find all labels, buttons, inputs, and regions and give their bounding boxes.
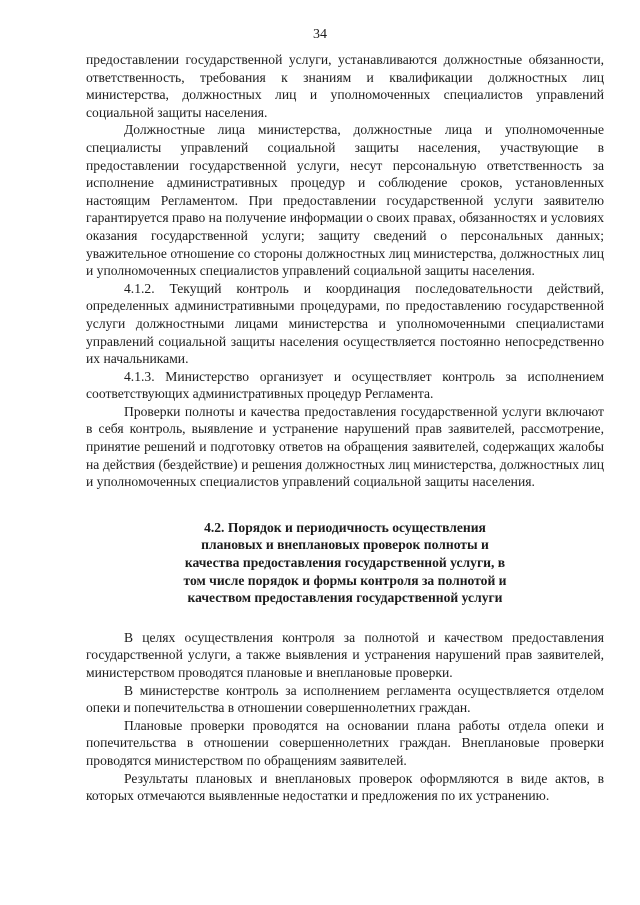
section-heading-4-2: 4.2. Порядок и периодичность осуществления плановых и внеплановых проверок полноты и качества предоставления государственной услуги, в том числе порядок и формы контроля за полнотой и качеством предоставления государственной услуги	[183, 519, 507, 606]
paragraph-4-1-2: 4.1.2. Текущий контроль и координация последовательности действий, определенных административными процедурами, по предоставлению государственной услуги должностными лицами министерства и уполномоченными специалистами управлений социальной защиты населения осуществляется постоянно непосредственно их начальниками.	[86, 280, 604, 367]
paragraph-results: Результаты плановых и внеплановых проверок оформляются в виде актов, в которых отмечаются выявленные недостатки и предложения по их устранению.	[86, 770, 604, 804]
paragraph-continuation: предоставлении государственной услуги, устанавливаются должностные обязанности, ответственность, требования к знаниям и квалификации должностных лиц министерства, должностных лиц и уполномоченных специалистов управлений социальной защиты населения.	[86, 52, 604, 120]
paragraph-checks: Проверки полноты и качества предоставления государственной услуги включают в себя контроль, выявление и устранение нарушений прав заявителей, рассмотрение, принятие решений и подготовку ответов на обращения заявителей, содержащих жалобы на действия (бездействие) и решения должностных лиц министерства, должностных лиц и уполномоченных специалистов управлений социальной защиты населения.	[86, 403, 604, 490]
paragraph-purpose: В целях осуществления контроля за полнотой и качеством предоставления государственной услуги, а также выявления и устранения нарушений прав заявителей, министерством проводятся плановые и внеплановые проверки.	[86, 629, 604, 680]
page-number: 34	[313, 27, 327, 42]
paragraph-planned-checks: Плановые проверки проводятся на основании плана работы отдела опеки и попечительства в отношении совершеннолетних граждан. Внеплановые проверки проводятся министерством по обращениям заявителей.	[86, 717, 604, 768]
page-content	[86, 51, 604, 805]
paragraph-responsibility: Должностные лица министерства, должностные лица и уполномоченные специалисты управлений социальной защиты населения, участвующие в предоставлении государственной услуги, несут персональную ответственность за исполнение административных процедур и соблюдение сроков, установленных настоящим Регламентом. При предоставлении государственной услуги заявителю гарантируется право на получение информации о своих правах, обязанностях и условиях оказания государственной услуги; защиту сведений о персональных данных; уважительное отношение со стороны должностных лиц министерства, должностных лиц и уполномоченных специалистов управлений социальной защиты населения.	[86, 122, 604, 279]
paragraph-4-1-3: 4.1.3. Министерство организует и осуществляет контроль за исполнением соответствующих административных процедур Регламента.	[86, 368, 604, 402]
paragraph-control-dept: В министерстве контроль за исполнением регламента осуществляется отделом опеки и попечительства в отношении совершеннолетних граждан.	[86, 682, 604, 716]
